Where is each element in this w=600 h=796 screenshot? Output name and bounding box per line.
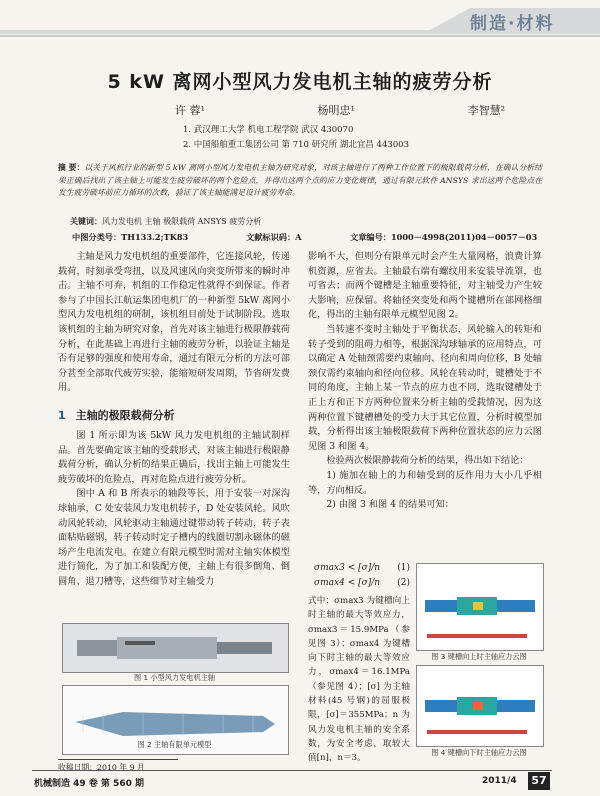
figure-1-image	[62, 623, 289, 673]
article-number: 文章编号：1000－4998(2011)04－0057－03	[350, 232, 538, 242]
received-date: 收稿日期：2010 年 9 月	[58, 759, 178, 773]
right-column	[308, 250, 542, 513]
header-band	[0, 0, 600, 40]
left-column	[58, 250, 290, 589]
author-1: 许 蓉¹	[175, 104, 205, 117]
section-1-title: 主轴的极限载荷分析	[75, 408, 175, 422]
authors	[175, 102, 505, 118]
abstract-text: 以关于风机行业的新型 5 kW 离网小型风力发电机主轴为研究对象，对该主轴进行了两种工作位置下的极限载荷分析，在确认分析结果正确后找出了该主轴上可能发生疲劳破坏的两个危险点，并得出这两个点的应力变化规律，通过有限元软件 ANSYS 求出这两个危险点在发生疲劳破坏前应力循环的次数，验证了该主轴能满足设计疲劳寿命。	[58, 163, 542, 197]
clc-number: 中图分类号：TH133.2;TK83	[72, 232, 189, 242]
equation-explanation: 式中：σmax3 为键槽向上时主轴的最大等效应力，σmax3＝15.9MPa（参见图 3）；σmax4 为键槽向下时主轴的最大等效应力，σmax4＝16.1MPa（参见图 4）；[σ] 为主轴材料(45 号钢)的屈服极限，[σ]＝355MPa；n 为风力发电机主轴的安全系数，为安全考虑，取较大值[n]，n＝3。	[308, 596, 410, 764]
shaft-photo	[63, 624, 288, 672]
figure-3-caption: 图 3 键槽向上时主轴应力云图	[431, 652, 527, 661]
right-paragraph-2: 当转速不变时主轴处于平衡状态，风轮输入的转矩和转子受到的阻碍力相等，根据深沟球轴承的应用特点，可以确定 A 处轴颈需要约束轴向、径向和周向位移，B 处轴颈仅需约束轴向和径向位移。风轮在转动时，键槽处于不同的角度，主轴上某一节点的应力也不同，选取键槽处于正上方和正下方两种位置来分析主轴的受载情况，因为这两种位置下键槽槽处的受力大于其它位置，分析时模型加载，分析得出该主轴极限载荷下两种位置状态的应力云图见图 3 和图 4。	[308, 323, 542, 452]
keywords-text: 风力发电机 主轴 极限载荷 ANSYS 疲劳分析	[102, 217, 262, 226]
equation-2	[314, 578, 410, 588]
abstract	[58, 162, 542, 200]
author-2: 杨明忠¹	[317, 104, 355, 117]
affiliation-2: 2. 中国船舶重工集团公司 第 710 研究所 湖北宜昌 443003	[183, 140, 409, 150]
figure-3-image	[416, 563, 544, 651]
article-title: 5 kW 离网小型风力发电机主轴的疲劳分析	[107, 71, 493, 93]
footer	[0, 770, 600, 796]
stress-contour-keyway-down	[417, 666, 543, 746]
footer-rule	[32, 770, 552, 771]
keywords	[70, 216, 261, 227]
stress-contour-keyway-up	[417, 564, 543, 650]
right-paragraph-3: 检验两次极限静载荷分析的结果，得出如下结论：	[326, 455, 529, 467]
conclusion-2: 2) 由图 3 和图 4 的结果可知：	[326, 499, 454, 511]
journal-name: 机械制造 49 卷 第 560 期	[34, 779, 144, 789]
section-1-paragraph-2: 图中 A 和 B 所表示的轴段等长，用于安装一对深沟球轴承，C 处安装风力发电机转子，D 处安装风轮。风吹动风轮转动，风轮驱动主轴通过键带动转子转动，转子表面粘贴磁钢，转子转动时定子槽内的线圈切割永磁体的磁场产生电流发电。在建立有限元模型时需对主轴实体模型进行简化，为了加工和装配方便，主轴上有很多倒角、倒圆角、退刀槽等，这些细节对主轴受力	[58, 488, 290, 587]
figure-2-caption: 图 2 主轴有限单元模型	[137, 740, 212, 749]
section-header-label: 制造·材料	[470, 14, 555, 34]
section-1-heading	[58, 404, 290, 423]
figure-4-caption: 图 4 键槽向下时主轴应力云图	[431, 748, 527, 757]
equation-2-body: σmax4 < [σ]/n	[314, 578, 381, 588]
affiliation-1: 1. 武汉理工大学 机电工程学院 武汉 430070	[183, 125, 354, 135]
equation-1-number: (1)	[397, 563, 410, 573]
conclusion-1: 1) 施加在轴上的力和轴受到的反作用力大小几乎相等，方向相反。	[308, 469, 542, 496]
abstract-label: 摘 要：	[58, 163, 85, 172]
figure-4-image	[416, 665, 544, 747]
right-paragraph-1: 影响不大，但则分有限单元时会产生大量网格，浪费计算机资源，应省去。主轴最右端有螺纹用来安装导流罩，也可省去；而两个键槽是主轴重要特征，对主轴受力产生较大影响，应保留。将轴径突变处和两个键槽所在部网格细化，得出的主轴有限单元模型见图 2。	[308, 251, 542, 321]
document-code: 文献标识码：A	[246, 232, 302, 242]
author-3: 李智慧²	[467, 104, 505, 117]
equation-2-number: (2)	[397, 578, 410, 588]
section-1-number: 1	[58, 408, 66, 422]
equation-1-body: σmax3 < [σ]/n	[314, 563, 381, 573]
intro-paragraph: 主轴是风力发电机组的重要部件，它连接风轮，传递载荷，时刻承受弯扭，以及风速风向突变所带来的瞬时冲击。主轴不可弃，机组的工作稳定性就得不到保证。作者参与了中国长江航运集团电机厂的一种新型 5kW 离网小型风力发电机组的研制，该机组目前处于试制阶段。选取该机组的主轴为研究对象，首先对该主轴进行极限静载荷分析，在此基础上再进行主轴的疲劳分析，以验证主轴是否有足够的强度和使用寿命，通过有限元分析的方法可部分甚至全部取代疲劳实验，能缩短研发周期，节省研发费用。	[58, 251, 290, 394]
section-1-paragraph-1: 图 1 所示即为该 5kW 风力发电机组的主轴试制样品。首先要确定该主轴的受载形式，对该主轴进行极限静载荷分析，确认分析的结果正确后，找出主轴上可能发生疲劳破坏的危险点，再对危险点进行疲劳分析。	[58, 429, 290, 485]
figure-1-caption: 图 1 小型风力发电机主轴	[133, 673, 216, 682]
issue-date: 2011/4	[482, 776, 517, 786]
equation-1	[314, 563, 410, 573]
keywords-label: 关键词：	[70, 216, 102, 226]
page-number: 57	[528, 772, 550, 790]
